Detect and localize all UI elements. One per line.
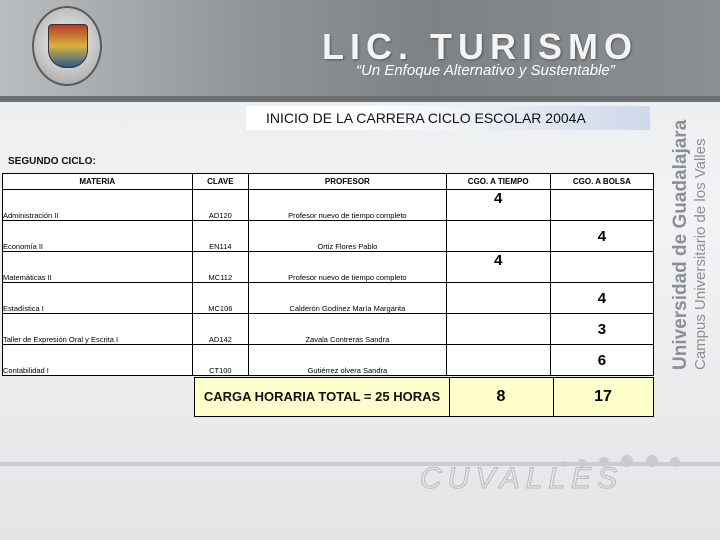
cell-clave: AD120: [192, 190, 249, 221]
cell-clave: AD142: [192, 314, 249, 345]
cell-cgo-tiempo: 4: [446, 252, 550, 283]
cell-cgo-bolsa: [550, 252, 653, 283]
table-row: [3, 345, 654, 376]
cell-clave: MC112: [192, 252, 249, 283]
header-clave: CLAVE: [192, 174, 249, 190]
cell-materia: Taller de Expresión Oral y Escrita I: [3, 314, 193, 345]
cell-profesor: Zavala Contreras Sandra: [249, 314, 446, 345]
table-row: [3, 283, 654, 314]
cell-clave: CT100: [192, 345, 249, 376]
cycle-title: INICIO DE LA CARRERA CICLO ESCOLAR 2004A: [246, 106, 650, 130]
program-subtitle: “Un Enfoque Alternativo y Sustentable”: [356, 62, 615, 79]
cell-profesor: Ortiz Flores Pablo: [249, 221, 446, 252]
side-text-line2: Campus Universitario de los Valles: [692, 138, 709, 370]
cell-cgo-bolsa: 4: [550, 221, 653, 252]
total-cgo-bolsa: 17: [594, 388, 612, 405]
cell-clave: EN114: [192, 221, 249, 252]
table-row: [3, 252, 654, 283]
cell-materia: Administración II: [3, 190, 193, 221]
section-label: SEGUNDO CICLO:: [8, 156, 96, 167]
dot-icon: [646, 455, 658, 467]
table-row: [3, 221, 654, 252]
cell-materia: Matemáticas II: [3, 252, 193, 283]
cell-profesor: Calderón Godínez María Margarita: [249, 283, 446, 314]
cell-clave: MC106: [192, 283, 249, 314]
cell-cgo-bolsa: [550, 190, 653, 221]
cell-cgo-tiempo: [446, 314, 550, 345]
cell-cgo-bolsa: 6: [550, 345, 653, 376]
dot-icon: [670, 457, 680, 467]
cuvalles-watermark-logo: CUVALLES: [420, 462, 624, 495]
cell-cgo-tiempo: [446, 221, 550, 252]
dot-icon: [621, 455, 633, 467]
cell-cgo-tiempo: [446, 345, 550, 376]
header-materia: MATERIA: [3, 174, 193, 190]
schedule-table: [2, 173, 654, 376]
side-text-line1: Universidad de Guadalajara: [670, 119, 691, 370]
cell-materia: Estadística I: [3, 283, 193, 314]
program-title: LIC. TURISMO: [322, 26, 638, 67]
cell-profesor: Gutiérrez olvera Sandra: [249, 345, 446, 376]
side-university-name: [664, 120, 714, 380]
table-header-row: [3, 174, 654, 190]
header-divider: [0, 96, 720, 102]
table-row: [3, 190, 654, 221]
table-row: [3, 314, 654, 345]
cell-materia: Economía II: [3, 221, 193, 252]
cell-cgo-bolsa: 3: [550, 314, 653, 345]
cell-profesor: Profesor nuevo de tiempo completo: [249, 252, 446, 283]
university-seal-logo: [32, 6, 102, 86]
coat-of-arms-icon: [48, 24, 88, 68]
total-hours-label: CARGA HORARIA TOTAL = 25 HORAS: [195, 378, 450, 416]
cell-cgo-tiempo: 4: [446, 190, 550, 221]
cell-materia: Contabilidad I: [3, 345, 193, 376]
cell-cgo-tiempo: [446, 283, 550, 314]
header-cgo-bolsa: CGO. A BOLSA: [550, 174, 653, 190]
header-cgo-tiempo: CGO. A TIEMPO: [446, 174, 550, 190]
total-cgo-tiempo: 8: [449, 378, 554, 416]
header-profesor: PROFESOR: [249, 174, 446, 190]
header-banner: [0, 0, 720, 100]
cell-profesor: Profesor nuevo de tiempo completo: [249, 190, 446, 221]
cell-cgo-bolsa: 4: [550, 283, 653, 314]
totals-row: [194, 377, 654, 417]
